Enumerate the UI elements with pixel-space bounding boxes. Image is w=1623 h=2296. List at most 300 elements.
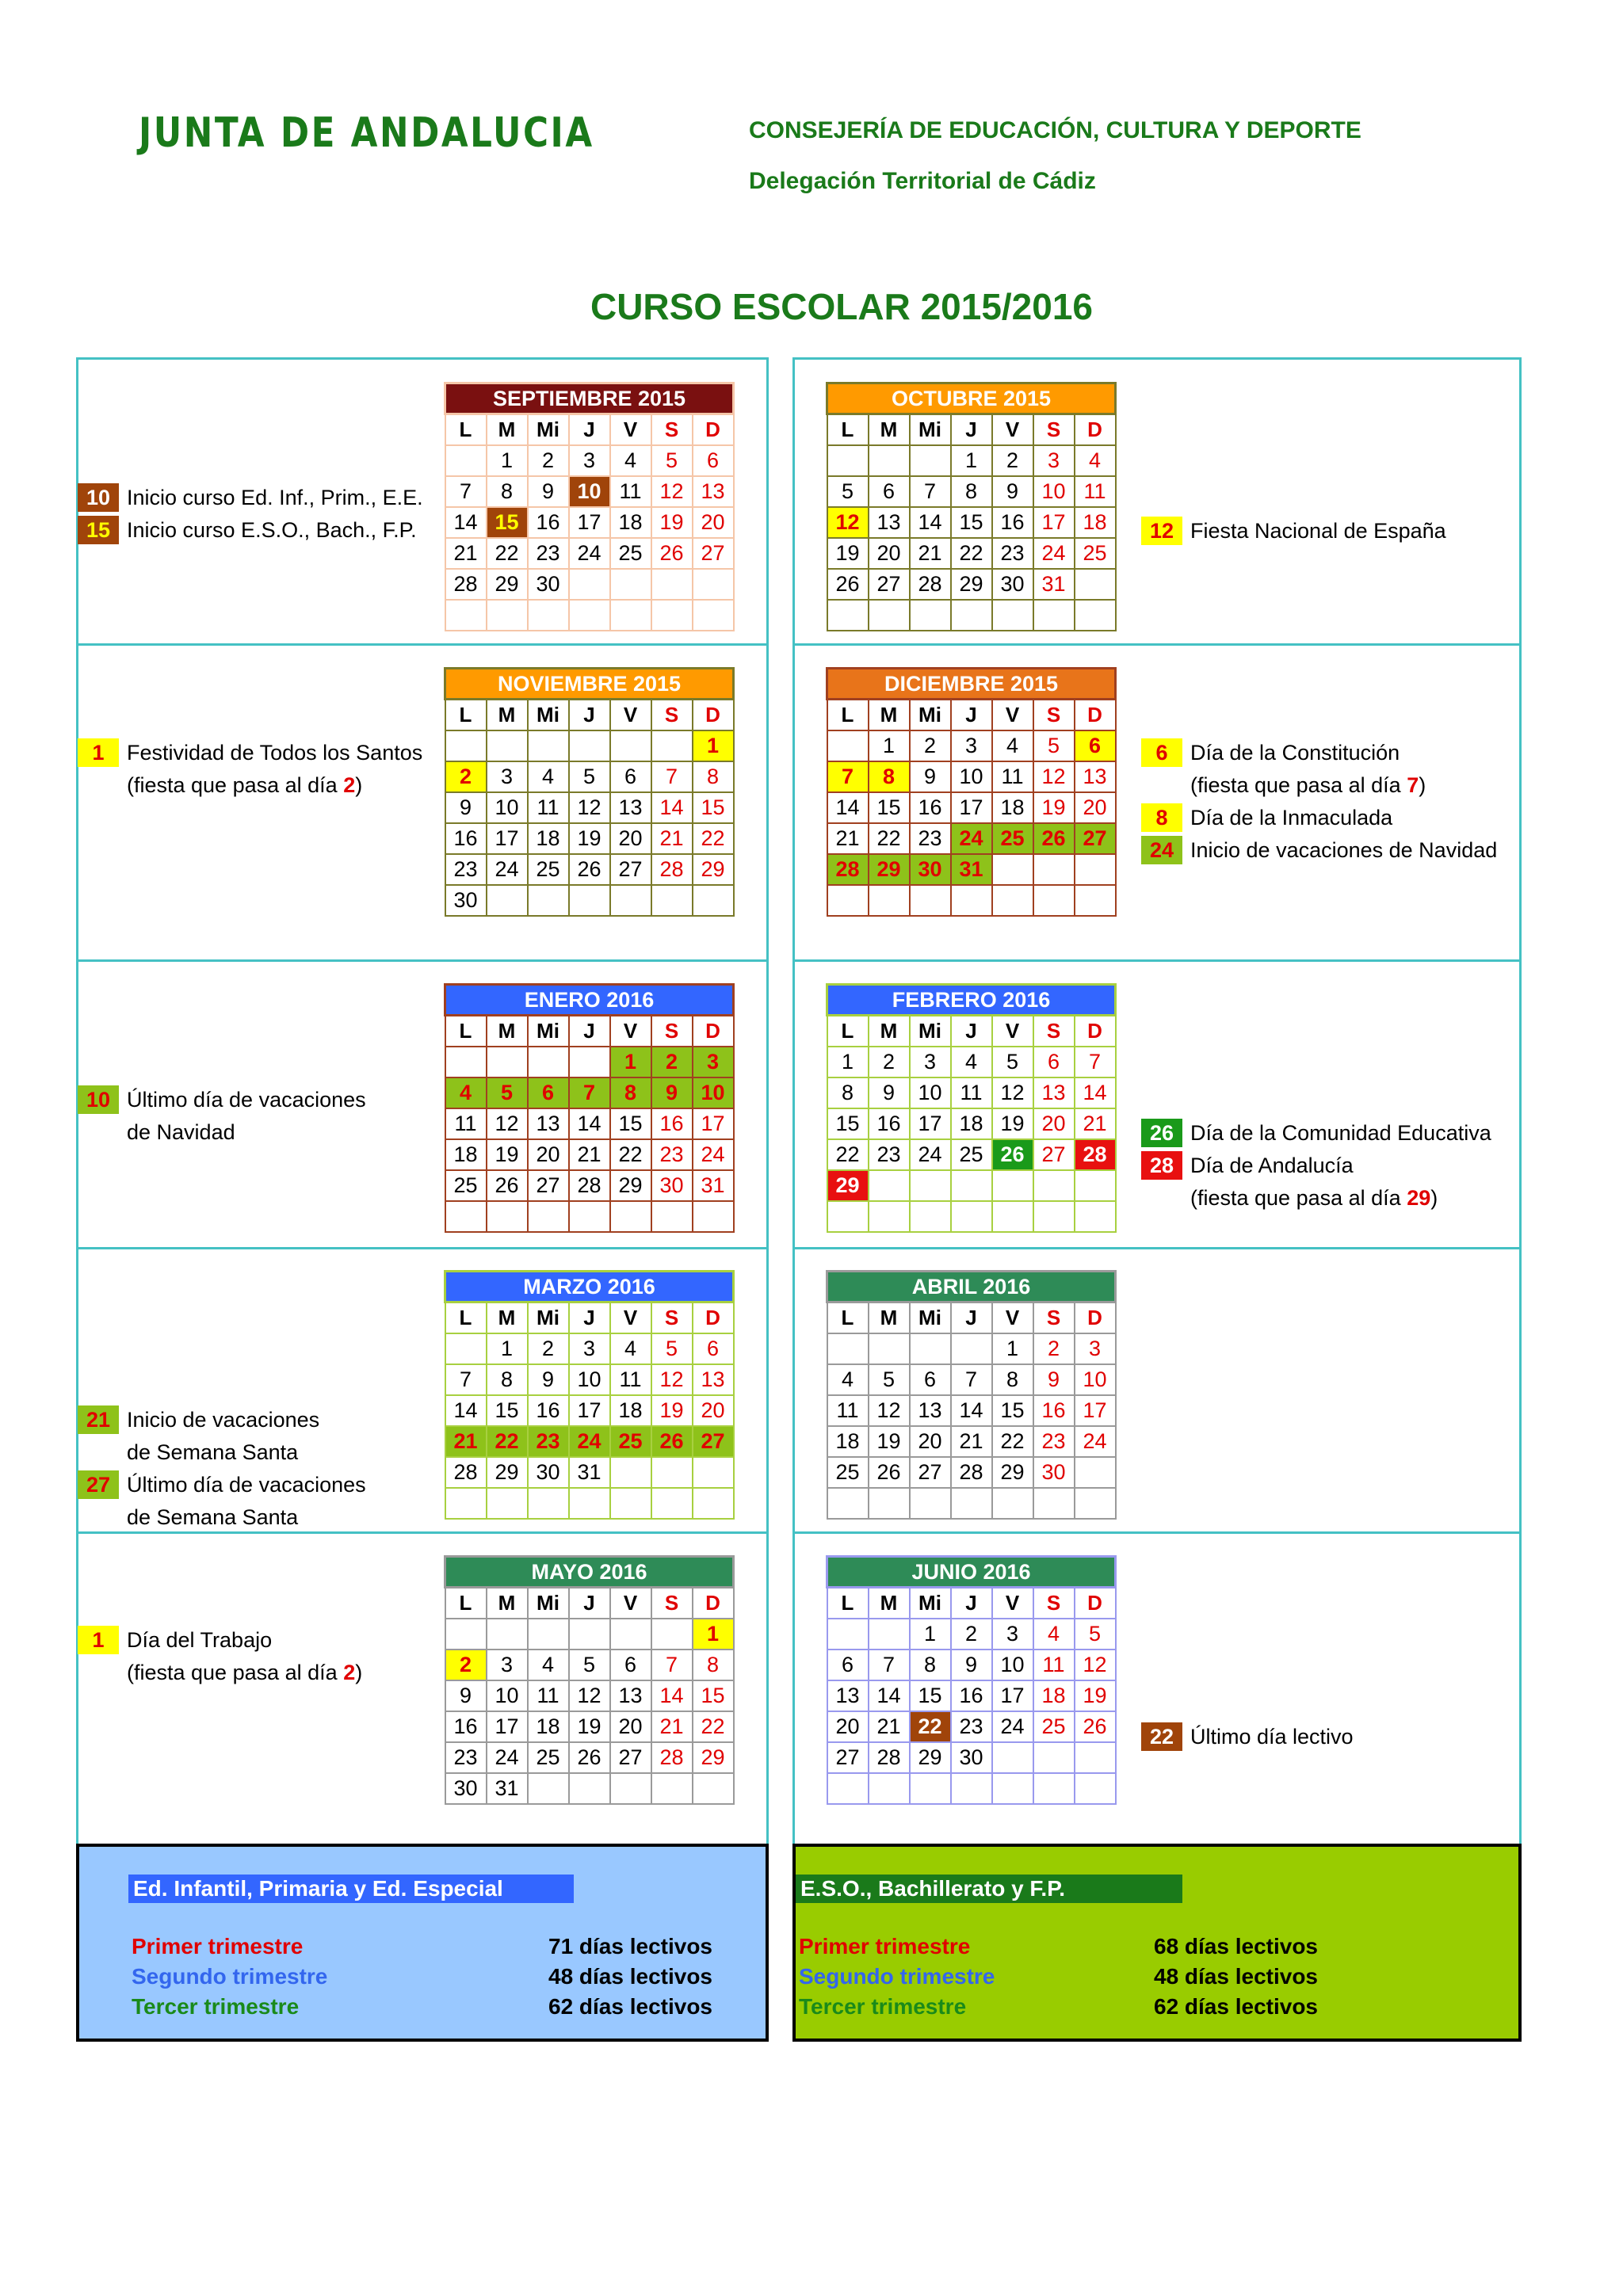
day-cell: 24	[693, 1139, 734, 1170]
day-cell: 15	[693, 1680, 734, 1711]
junta-de-andalucia-logo: JUNTA DE ANDALUCIA	[139, 109, 594, 157]
empty-day-cell	[528, 1488, 569, 1519]
legend-text: Día de la Constitución	[1190, 740, 1400, 765]
day-cell-highlighted: 8	[869, 761, 910, 792]
day-cell: 19	[1075, 1680, 1116, 1711]
day-cell: 16	[1033, 1395, 1075, 1426]
day-cell: 29	[610, 1170, 651, 1201]
empty-day-cell	[445, 730, 487, 761]
day-cell: 25	[1033, 1711, 1075, 1742]
day-cell: 20	[869, 538, 910, 569]
day-cell: 25	[610, 538, 651, 569]
day-cell: 30	[445, 1773, 487, 1804]
empty-day-cell	[693, 1201, 734, 1232]
day-cell: 30	[528, 569, 569, 600]
day-cell: 2	[992, 445, 1033, 476]
legend-item	[78, 1503, 298, 1531]
day-cell: 17	[693, 1108, 734, 1139]
weekday-header: D	[1075, 1588, 1116, 1619]
day-cell: 11	[528, 1680, 569, 1711]
day-cell: 16	[445, 823, 487, 854]
day-cell: 23	[1033, 1426, 1075, 1457]
day-cell: 22	[827, 1139, 869, 1170]
empty-day-cell	[827, 445, 869, 476]
empty-day-cell	[651, 730, 693, 761]
day-cell: 6	[693, 445, 734, 476]
weekday-header: D	[693, 700, 734, 730]
day-cell: 17	[569, 507, 610, 538]
day-cell-highlighted: 15	[487, 507, 528, 538]
day-cell: 17	[1033, 507, 1075, 538]
day-cell: 18	[1075, 507, 1116, 538]
empty-day-cell	[1075, 1201, 1116, 1232]
day-cell-highlighted: 1	[610, 1047, 651, 1077]
legend-item	[1141, 836, 1497, 864]
empty-day-cell	[827, 600, 869, 631]
day-cell: 29	[693, 854, 734, 885]
empty-day-cell	[610, 1457, 651, 1488]
day-cell: 7	[1075, 1047, 1116, 1077]
legend-text: de Semana Santa	[127, 1440, 299, 1464]
day-cell: 5	[869, 1364, 910, 1395]
day-cell: 13	[610, 1680, 651, 1711]
empty-day-cell	[1033, 1170, 1075, 1201]
day-cell: 29	[910, 1742, 951, 1773]
day-cell-highlighted: 10	[569, 476, 610, 507]
empty-day-cell	[1033, 1742, 1075, 1773]
day-cell: 6	[610, 1650, 651, 1680]
empty-day-cell	[869, 600, 910, 631]
weekday-header: S	[1033, 700, 1075, 730]
day-cell: 28	[910, 569, 951, 600]
legend-text: Fiesta Nacional de España	[1190, 518, 1446, 543]
day-cell: 5	[827, 476, 869, 507]
legend-item	[1141, 1722, 1354, 1751]
summary-secundaria-value-2: 48 días lectivos	[1154, 1964, 1319, 1989]
weekday-header: S	[651, 700, 693, 730]
weekday-header: V	[610, 700, 651, 730]
summary-infantil-label-3: Tercer trimestre	[132, 1994, 300, 2019]
legend-date-swatch: 21	[78, 1405, 119, 1434]
empty-day-cell	[445, 1619, 487, 1650]
weekday-header: M	[869, 414, 910, 445]
day-cell: 27	[827, 1742, 869, 1773]
day-cell: 10	[910, 1077, 951, 1108]
day-cell: 26	[1075, 1711, 1116, 1742]
day-cell: 9	[1033, 1364, 1075, 1395]
month-title: NOVIEMBRE 2015	[445, 669, 734, 700]
day-cell: 3	[569, 1333, 610, 1364]
day-cell: 28	[569, 1170, 610, 1201]
day-cell: 25	[528, 1742, 569, 1773]
day-cell: 29	[487, 569, 528, 600]
empty-day-cell	[910, 1773, 951, 1804]
day-cell-highlighted: 26	[992, 1139, 1033, 1170]
day-cell: 22	[992, 1426, 1033, 1457]
legend-date-swatch: 10	[78, 483, 119, 512]
day-cell: 18	[610, 1395, 651, 1426]
month-calendar	[444, 667, 735, 917]
legend-text: Festividad de Todos los Santos	[127, 740, 423, 765]
day-cell-highlighted: 12	[827, 507, 869, 538]
day-cell: 8	[827, 1077, 869, 1108]
day-cell: 27	[610, 1742, 651, 1773]
day-cell-highlighted: 31	[951, 854, 992, 885]
weekday-header: J	[951, 700, 992, 730]
empty-day-cell	[651, 1488, 693, 1519]
day-cell: 23	[651, 1139, 693, 1170]
day-cell: 6	[1033, 1047, 1075, 1077]
month-calendar	[826, 382, 1117, 631]
empty-day-cell	[445, 1047, 487, 1077]
day-cell-highlighted: 29	[869, 854, 910, 885]
day-cell: 15	[693, 792, 734, 823]
day-cell: 12	[1033, 761, 1075, 792]
day-cell: 8	[910, 1650, 951, 1680]
legend-date-swatch: 10	[78, 1085, 119, 1114]
day-cell: 15	[951, 507, 992, 538]
day-cell-highlighted: 27	[693, 1426, 734, 1457]
empty-day-cell	[610, 1488, 651, 1519]
day-cell: 26	[569, 1742, 610, 1773]
day-cell: 19	[651, 1395, 693, 1426]
day-cell: 28	[951, 1457, 992, 1488]
day-cell: 13	[693, 476, 734, 507]
empty-day-cell	[869, 445, 910, 476]
day-cell: 2	[1033, 1333, 1075, 1364]
empty-day-cell	[992, 885, 1033, 916]
day-cell-highlighted: 8	[610, 1077, 651, 1108]
day-cell: 15	[827, 1108, 869, 1139]
weekday-header: V	[610, 1588, 651, 1619]
empty-day-cell	[1075, 1457, 1116, 1488]
legend-spacer	[78, 1438, 119, 1466]
weekday-header: J	[951, 1588, 992, 1619]
day-cell: 12	[651, 1364, 693, 1395]
empty-day-cell	[487, 730, 528, 761]
weekday-header: D	[1075, 1016, 1116, 1047]
day-cell: 4	[528, 761, 569, 792]
month-title: ENERO 2016	[445, 985, 734, 1016]
weekday-header: V	[992, 414, 1033, 445]
empty-day-cell	[445, 1201, 487, 1232]
legend-item	[78, 1405, 319, 1434]
day-cell: 19	[487, 1139, 528, 1170]
weekday-header: V	[992, 1302, 1033, 1333]
day-cell: 29	[487, 1457, 528, 1488]
day-cell: 25	[1075, 538, 1116, 569]
empty-day-cell	[992, 1488, 1033, 1519]
day-cell: 28	[651, 1742, 693, 1773]
day-cell: 20	[827, 1711, 869, 1742]
month-title: FEBRERO 2016	[827, 985, 1116, 1016]
legend-date-swatch: 12	[1141, 517, 1182, 545]
weekday-header: S	[1033, 1302, 1075, 1333]
day-cell: 26	[569, 854, 610, 885]
weekday-header: J	[951, 1016, 992, 1047]
month-calendar	[444, 1555, 735, 1805]
day-cell: 21	[651, 1711, 693, 1742]
day-cell: 10	[1033, 476, 1075, 507]
day-cell: 7	[651, 761, 693, 792]
day-cell: 11	[951, 1077, 992, 1108]
day-cell: 1	[487, 445, 528, 476]
day-cell: 1	[487, 1333, 528, 1364]
weekday-header: M	[487, 414, 528, 445]
legend-item	[1141, 1184, 1438, 1212]
day-cell: 4	[1075, 445, 1116, 476]
empty-day-cell	[910, 1170, 951, 1201]
day-cell: 19	[869, 1426, 910, 1457]
empty-day-cell	[992, 1742, 1033, 1773]
day-cell: 14	[651, 1680, 693, 1711]
day-cell: 21	[827, 823, 869, 854]
day-cell-highlighted: 28	[1075, 1139, 1116, 1170]
day-cell: 27	[528, 1170, 569, 1201]
day-cell-highlighted: 23	[528, 1426, 569, 1457]
day-cell: 31	[693, 1170, 734, 1201]
day-cell: 20	[1033, 1108, 1075, 1139]
weekday-header: L	[827, 1016, 869, 1047]
empty-day-cell	[651, 1619, 693, 1650]
day-cell: 23	[445, 1742, 487, 1773]
empty-day-cell	[1075, 1488, 1116, 1519]
legend-date-swatch: 1	[78, 738, 119, 767]
day-cell: 25	[827, 1457, 869, 1488]
weekday-header: D	[693, 414, 734, 445]
day-cell: 9	[951, 1650, 992, 1680]
empty-day-cell	[910, 1333, 951, 1364]
day-cell: 22	[693, 823, 734, 854]
day-cell: 31	[569, 1457, 610, 1488]
empty-day-cell	[827, 1201, 869, 1232]
day-cell: 12	[569, 1680, 610, 1711]
month-title: MAYO 2016	[445, 1557, 734, 1588]
day-cell: 3	[910, 1047, 951, 1077]
day-cell-highlighted: 1	[693, 1619, 734, 1650]
day-cell-highlighted: 7	[569, 1077, 610, 1108]
weekday-header: Mi	[910, 700, 951, 730]
empty-day-cell	[569, 1047, 610, 1077]
legend-spacer	[78, 771, 119, 799]
month-title: ABRIL 2016	[827, 1272, 1116, 1302]
day-cell-highlighted: 22	[487, 1426, 528, 1457]
day-cell: 16	[651, 1108, 693, 1139]
legend-item	[78, 516, 417, 544]
day-cell: 7	[651, 1650, 693, 1680]
empty-day-cell	[651, 885, 693, 916]
weekday-header: M	[487, 700, 528, 730]
empty-day-cell	[651, 1201, 693, 1232]
empty-day-cell	[869, 1201, 910, 1232]
day-cell: 9	[528, 476, 569, 507]
empty-day-cell	[869, 1170, 910, 1201]
day-cell-highlighted: 1	[693, 730, 734, 761]
empty-day-cell	[869, 1488, 910, 1519]
empty-day-cell	[610, 569, 651, 600]
empty-day-cell	[487, 1201, 528, 1232]
empty-day-cell	[528, 1773, 569, 1804]
empty-day-cell	[445, 445, 487, 476]
legend-item	[78, 1085, 366, 1114]
empty-day-cell	[1075, 1170, 1116, 1201]
day-cell-highlighted: 7	[827, 761, 869, 792]
empty-day-cell	[910, 1201, 951, 1232]
day-cell: 13	[827, 1680, 869, 1711]
empty-day-cell	[1075, 854, 1116, 885]
day-cell: 19	[827, 538, 869, 569]
empty-day-cell	[910, 1488, 951, 1519]
day-cell: 22	[951, 538, 992, 569]
empty-day-cell	[1075, 1773, 1116, 1804]
empty-day-cell	[1075, 569, 1116, 600]
day-cell: 23	[951, 1711, 992, 1742]
day-cell: 17	[910, 1108, 951, 1139]
day-cell: 18	[528, 1711, 569, 1742]
empty-day-cell	[693, 569, 734, 600]
empty-day-cell	[569, 1201, 610, 1232]
day-cell: 15	[487, 1395, 528, 1426]
weekday-header: V	[992, 700, 1033, 730]
day-cell: 16	[869, 1108, 910, 1139]
day-cell: 20	[610, 1711, 651, 1742]
empty-day-cell	[610, 885, 651, 916]
day-cell: 9	[445, 792, 487, 823]
day-cell: 9	[445, 1680, 487, 1711]
empty-day-cell	[951, 1201, 992, 1232]
empty-day-cell	[487, 885, 528, 916]
day-cell: 18	[992, 792, 1033, 823]
day-cell: 6	[869, 476, 910, 507]
day-cell: 4	[528, 1650, 569, 1680]
day-cell: 11	[445, 1108, 487, 1139]
day-cell: 29	[992, 1457, 1033, 1488]
empty-day-cell	[569, 1619, 610, 1650]
day-cell: 20	[693, 1395, 734, 1426]
day-cell: 5	[569, 1650, 610, 1680]
empty-day-cell	[569, 1488, 610, 1519]
empty-day-cell	[487, 1488, 528, 1519]
empty-day-cell	[610, 730, 651, 761]
day-cell-highlighted: 9	[651, 1077, 693, 1108]
empty-day-cell	[992, 854, 1033, 885]
empty-day-cell	[827, 885, 869, 916]
day-cell: 14	[910, 507, 951, 538]
weekday-header: L	[445, 1588, 487, 1619]
summary-infantil-value-3: 62 días lectivos	[548, 1994, 713, 2019]
day-cell-highlighted: 3	[693, 1047, 734, 1077]
day-cell: 18	[610, 507, 651, 538]
day-cell: 21	[1075, 1108, 1116, 1139]
day-cell-highlighted: 27	[1075, 823, 1116, 854]
day-cell: 22	[610, 1139, 651, 1170]
day-cell: 21	[951, 1426, 992, 1457]
empty-day-cell	[487, 1047, 528, 1077]
day-cell: 8	[951, 476, 992, 507]
day-cell: 18	[951, 1108, 992, 1139]
day-cell: 10	[487, 792, 528, 823]
legend-spacer	[78, 1658, 119, 1687]
legend-item	[78, 1118, 235, 1146]
legend-text: Día de la Comunidad Educativa	[1190, 1120, 1491, 1145]
empty-day-cell	[569, 1773, 610, 1804]
day-cell: 29	[951, 569, 992, 600]
summary-infantil-box	[76, 1844, 769, 2042]
empty-day-cell	[693, 1773, 734, 1804]
day-cell: 16	[992, 507, 1033, 538]
summary-infantil-value-1: 71 días lectivos	[548, 1934, 713, 1958]
day-cell: 18	[445, 1139, 487, 1170]
empty-day-cell	[827, 1488, 869, 1519]
summary-secundaria-label-1: Primer trimestre	[799, 1934, 971, 1958]
day-cell-highlighted: 29	[827, 1170, 869, 1201]
day-cell: 28	[445, 569, 487, 600]
day-cell: 15	[992, 1395, 1033, 1426]
weekday-header: M	[487, 1302, 528, 1333]
day-cell: 5	[992, 1047, 1033, 1077]
weekday-header: Mi	[910, 1588, 951, 1619]
legend-date-swatch: 24	[1141, 836, 1182, 864]
day-cell: 11	[992, 761, 1033, 792]
day-cell: 25	[528, 854, 569, 885]
day-cell: 30	[1033, 1457, 1075, 1488]
day-cell-highlighted: 4	[445, 1077, 487, 1108]
empty-day-cell	[992, 600, 1033, 631]
month-calendar	[826, 667, 1117, 917]
day-cell: 4	[610, 445, 651, 476]
weekday-header: J	[569, 1302, 610, 1333]
month-title: MARZO 2016	[445, 1272, 734, 1302]
day-cell: 15	[910, 1680, 951, 1711]
day-cell-highlighted: 21	[445, 1426, 487, 1457]
empty-day-cell	[610, 600, 651, 631]
day-cell: 1	[951, 445, 992, 476]
weekday-header: S	[651, 1302, 693, 1333]
empty-day-cell	[1033, 885, 1075, 916]
day-cell: 16	[951, 1680, 992, 1711]
day-cell: 14	[951, 1395, 992, 1426]
legend-text: Inicio de vacaciones	[127, 1407, 320, 1432]
day-cell: 1	[869, 730, 910, 761]
day-cell: 19	[1033, 792, 1075, 823]
empty-day-cell	[869, 1333, 910, 1364]
day-cell: 12	[651, 476, 693, 507]
legend-text: (fiesta que pasa al día 7)	[1190, 772, 1426, 797]
legend-spacer	[78, 1503, 119, 1531]
day-cell: 5	[1075, 1619, 1116, 1650]
day-cell: 21	[651, 823, 693, 854]
day-cell: 6	[610, 761, 651, 792]
day-cell: 20	[693, 507, 734, 538]
legend-text: Último día lectivo	[1190, 1724, 1354, 1749]
day-cell-highlighted: 30	[910, 854, 951, 885]
legend-text: Inicio curso E.S.O., Bach., F.P.	[127, 517, 417, 542]
month-calendar	[444, 382, 735, 631]
weekday-header: L	[445, 1016, 487, 1047]
day-cell: 10	[951, 761, 992, 792]
legend-date-swatch: 6	[1141, 738, 1182, 767]
day-cell-highlighted: 6	[528, 1077, 569, 1108]
empty-day-cell	[827, 1773, 869, 1804]
day-cell: 7	[869, 1650, 910, 1680]
summary-secundaria-label-3: Tercer trimestre	[799, 1994, 967, 2019]
empty-day-cell	[1033, 600, 1075, 631]
legend-text: (fiesta que pasa al día 2)	[127, 772, 363, 797]
day-cell: 26	[651, 538, 693, 569]
day-cell: 15	[869, 792, 910, 823]
day-cell: 26	[869, 1457, 910, 1488]
day-cell: 10	[1075, 1364, 1116, 1395]
